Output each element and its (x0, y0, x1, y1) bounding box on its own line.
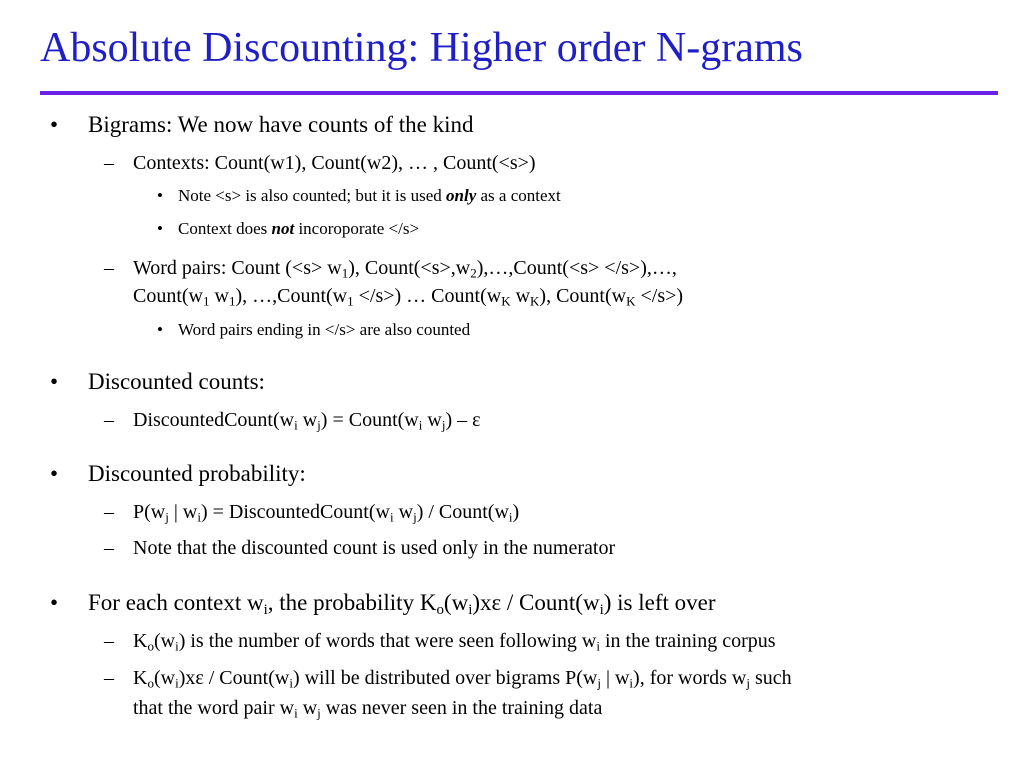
bullet-marker: • (50, 112, 59, 137)
sub-distribution-cont: that the word pair $w_i$ $w_j$ was never seen in the training data (133, 697, 603, 721)
note-s-emphasis: only (446, 186, 477, 205)
dash-marker: – (104, 152, 114, 174)
context-text-b: incoroporate </s> (294, 219, 420, 238)
bullet-bigrams: Bigrams: We now have counts of the kind (88, 112, 474, 137)
context-emphasis: not (271, 219, 295, 238)
dash-marker: – (104, 409, 114, 431)
subsub-word-pairs-end: Word pairs ending in </s> are also counted (178, 320, 471, 339)
bullet-discounted-probability: Discounted probability: (88, 461, 306, 486)
bullet-marker: • (50, 590, 59, 615)
sub-ko-definition: $K_o(w_i)$ is the number of words that were seen following $w_i$ in the training corpus (133, 630, 776, 654)
subsub-context-end (178, 219, 419, 239)
sub-contexts: Contexts: Count(w1), Count(w2), … , Count(<s>) (133, 152, 536, 174)
sub-numerator-note: Note that the discounted count is used only in the numerator (133, 537, 616, 559)
bullet-marker: • (157, 219, 163, 238)
title-divider (40, 91, 998, 95)
subsub-note-s (178, 186, 561, 206)
bullet-marker: • (157, 320, 163, 339)
context-text-a: Context does (178, 219, 272, 238)
dash-marker: – (104, 537, 114, 559)
note-s-text-a: Note <s> is also counted; but it is used (178, 186, 447, 205)
bullet-marker: • (157, 186, 163, 205)
dash-marker: – (104, 257, 114, 279)
sub-distribution: $K_o(w_i)x\varepsilon$ / $Count(w_i)$ will be distributed over bigrams $P(w_j$ | $w_i$), for words $w_j$ such (133, 667, 792, 691)
sub-probability-formula: $P(w_j$ | $w_i$) = $DiscountedCount(w_i$ $w_j$) / $Count(w_i)$ (133, 501, 520, 525)
note-s-text-b: as a context (476, 186, 561, 205)
dash-marker: – (104, 667, 114, 689)
bullet-discounted-counts: Discounted counts: (88, 369, 265, 394)
sub-word-pairs-cont: $Count(w_1$ $w_1$), $\dots,Count(w_1 </s>)$ … $Count(w_K$ $w_K$), $Count(w_K </s>)$ (133, 285, 684, 309)
dash-marker: – (104, 630, 114, 652)
bullet-marker: • (50, 369, 59, 394)
bullet-left-over: For each context $w_i$, the probability $K_o(w_i)x\varepsilon$ / $Count(w_i)$ is left over (88, 590, 716, 619)
sub-discounted-count-formula: $DiscountedCount(w_i$ $w_j$) = $Count(w_i$ $w_j$) – ε (133, 409, 481, 433)
sub-word-pairs: Word pairs: Count $(<s> w_1)$, $Count(<s>,w_2),\dots,Count(<s>$ </s>),…, (133, 257, 677, 281)
slide-title: Absolute Discounting: Higher order N-grams (40, 25, 803, 71)
bullet-marker: • (50, 461, 59, 486)
dash-marker: – (104, 501, 114, 523)
